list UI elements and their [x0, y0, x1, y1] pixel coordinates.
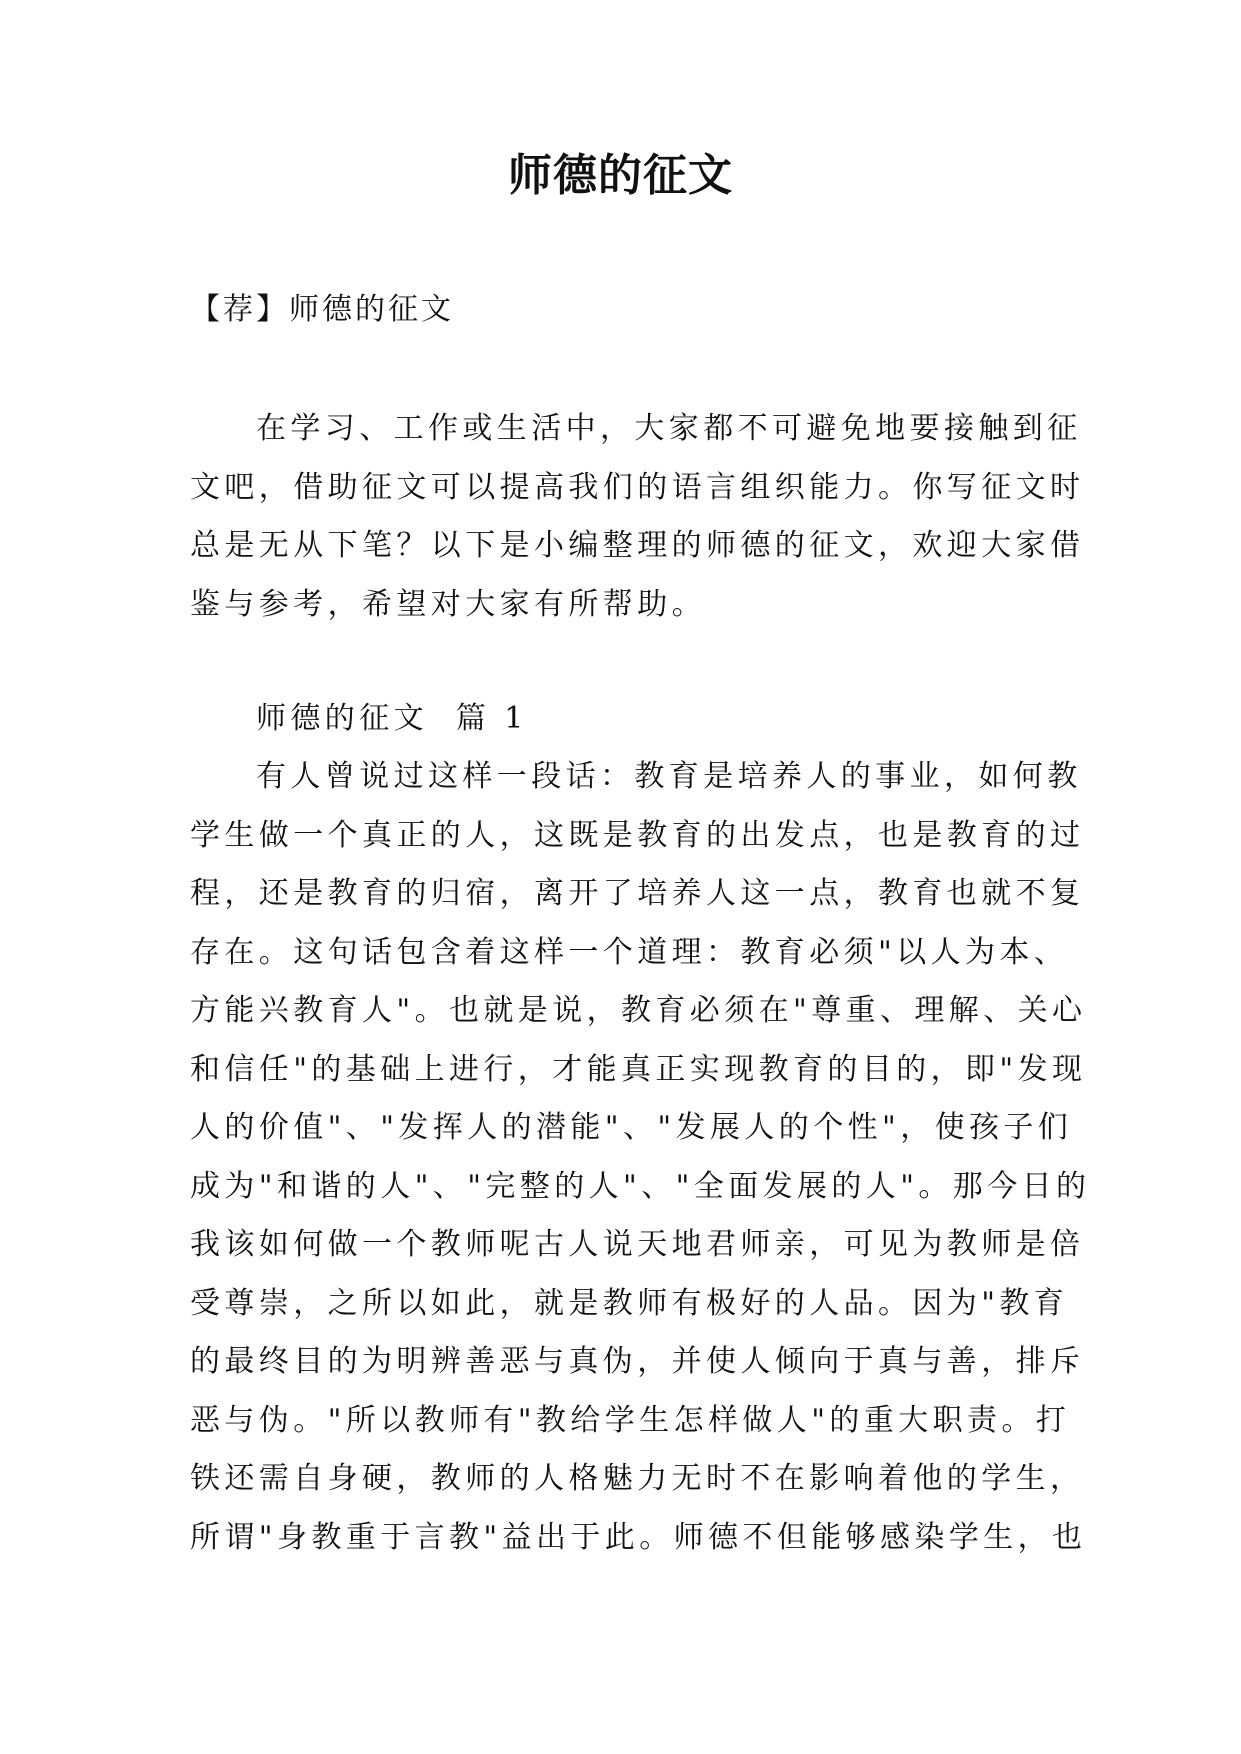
- body-line: 我该如何做一个教师呢古人说天地君师亲，可见为教师是倍: [190, 1227, 1085, 1262]
- body-line: 铁还需自身硬，教师的人格魅力无时不在影响着他的学生，: [190, 1461, 1085, 1496]
- document-title: 师德的征文: [508, 150, 733, 201]
- body-paragraph: [190, 748, 1091, 1567]
- intro-paragraph: [190, 400, 1085, 634]
- body-line: 所谓"身教重于言教"益出于此。师德不但能够感染学生，也: [190, 1519, 1087, 1555]
- body-line: 和信任"的基础上进行，才能真正实现教育的目的，即"发现: [190, 1051, 1087, 1087]
- body-line: 学生做一个真正的人，这既是教育的出发点，也是教育的过: [190, 817, 1085, 853]
- document-subtitle: 【荐】师德的征文: [190, 292, 454, 327]
- section-heading: 师德的征文 篇 1: [256, 701, 528, 736]
- body-line: 恶与伪。"所以教师有"教给学生怎样做人"的重大职责。打: [190, 1402, 1071, 1438]
- body-line: 存在。这句话包含着这样一个道理：教育必须"以人为本、: [190, 934, 1069, 970]
- intro-line: 在学习、工作或生活中，大家都不可避免地要接触到征: [256, 411, 1082, 446]
- body-line: 受尊崇，之所以如此，就是教师有极好的人品。因为"教育: [190, 1285, 1069, 1321]
- body-line: 成为"和谐的人"、"完整的人"、"全面发展的人"。那今日的: [190, 1168, 1091, 1204]
- body-line: 有人曾说过这样一段话：教育是培养人的事业，如何教: [256, 759, 1082, 794]
- body-line: 方能兴教育人"。也就是说，教育必须在"尊重、理解、关心: [190, 993, 1087, 1028]
- body-line: 的最终目的为明辨善恶与真伪，并使人倾向于真与善，排斥: [190, 1344, 1085, 1379]
- intro-line: 文吧，借助征文可以提高我们的语言组织能力。你写征文时: [190, 469, 1085, 505]
- section-heading-block: [190, 690, 1050, 749]
- body-line: 程，还是教育的归宿，离开了培养人这一点，教育也就不复: [190, 876, 1085, 911]
- intro-line: 总是无从下笔？以下是小编整理的师德的征文，欢迎大家借: [190, 528, 1085, 563]
- intro-line: 鉴与参考，希望对大家有所帮助。: [190, 586, 706, 622]
- body-line: 人的价值"、"发挥人的潜能"、"发展人的个性"，使孩子们: [190, 1110, 1073, 1145]
